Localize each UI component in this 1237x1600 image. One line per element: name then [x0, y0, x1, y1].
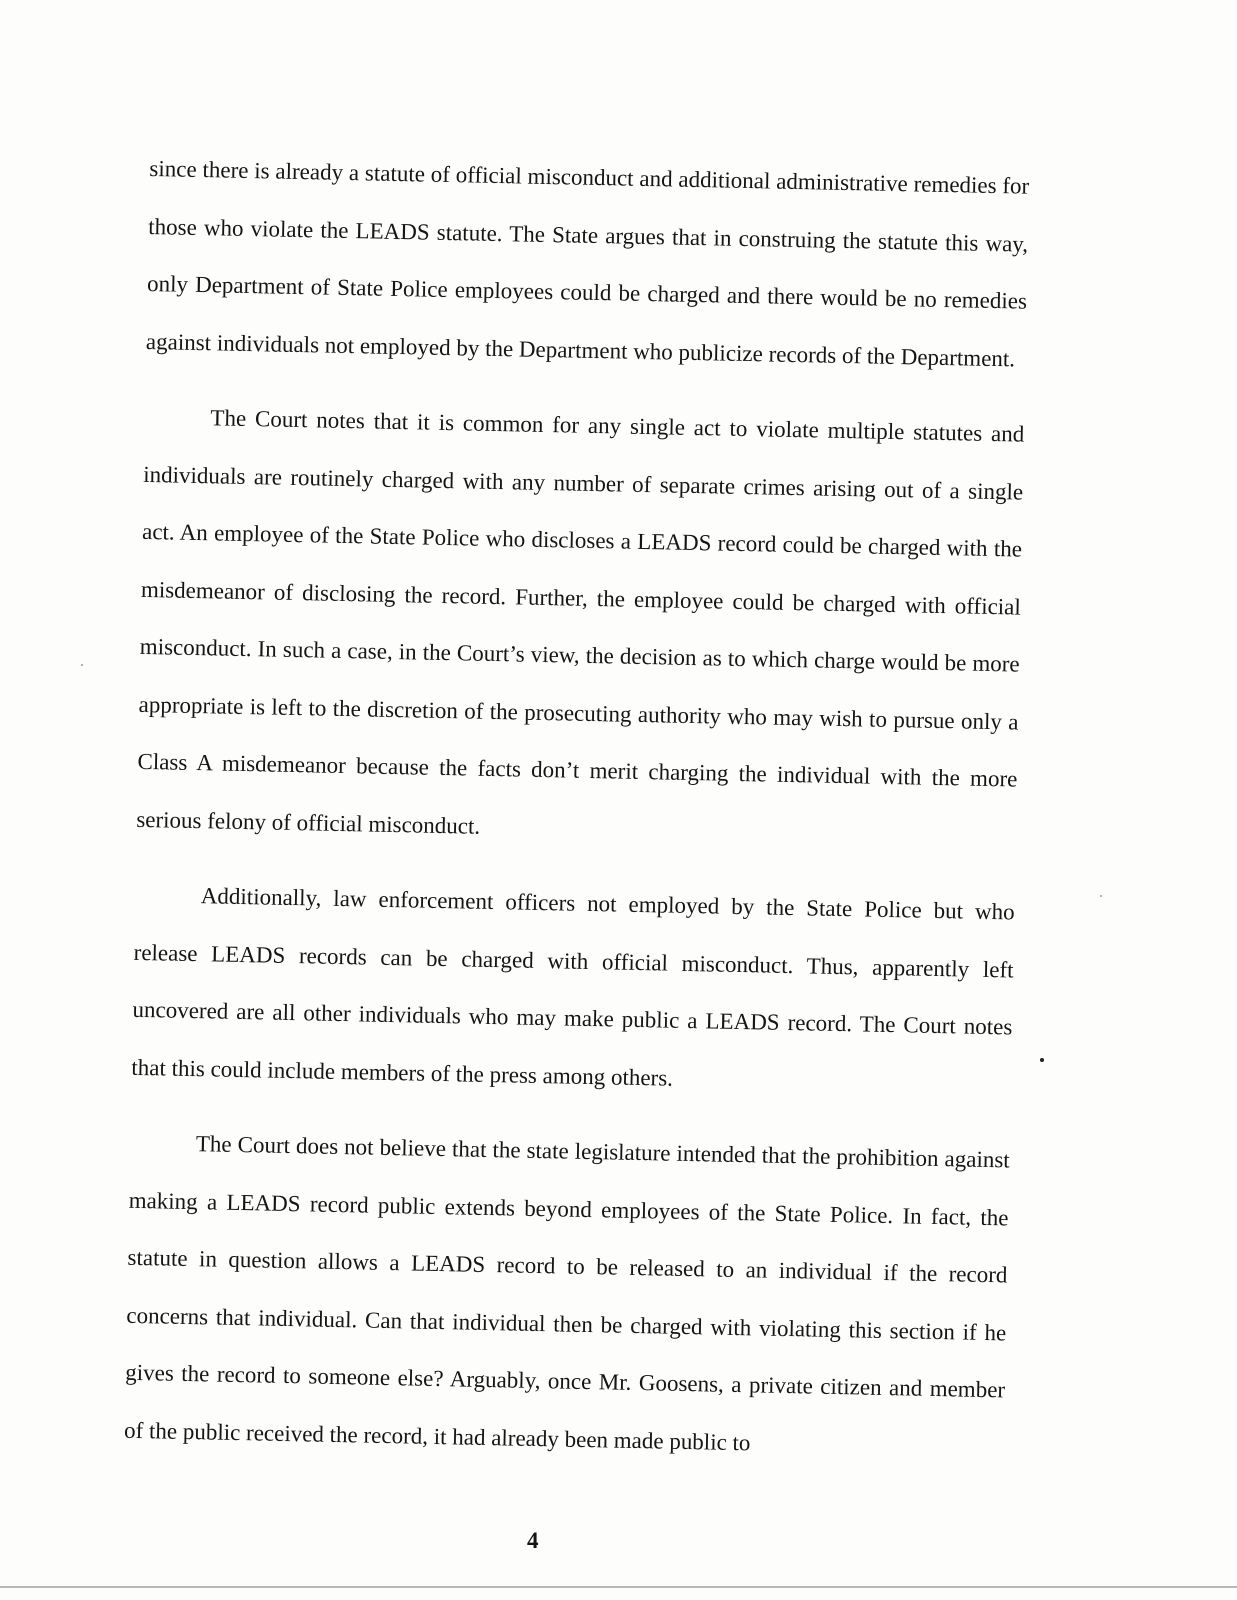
paragraph-court-notes: The Court notes that it is common for any single act to violate multiple statutes and individuals are routinely charged with any number of separate crimes arising out of a single act. An employee of the State Police who discloses a LEADS record could be charged with the misdemeanor of disclosing the record. Further, the employee could be charged with official misconduct. In such a case, in the Court’s view, the decision as to which charge would be more appropriate is left to the discretion of the prosecuting authority who may wish to pursue only a Class A misdemeanor because the facts don’t merit charging the individual with the more serious felony of official misconduct.	[136, 405, 1025, 839]
scan-speck	[1100, 895, 1102, 897]
paragraph-continued: since there is already a statute of official misconduct and additional administrative remedies for those who violate the LEADS statute. The State argues that in construing the statute this way, only Department of State Police employees could be charged and there would be no remedies against individuals not employed by the Department who publicize records of the Department.	[145, 155, 1030, 371]
paragraph-additionally: Additionally, law enforcement officers not employed by the State Police but who release LEADS records can be charged with official misconduct. Thus, apparently left uncovered are all other individuals who may make public a LEADS record. The Court notes that this could include members of the press among others.	[131, 883, 1015, 1091]
page-number: 4	[527, 1528, 539, 1553]
scan-speck	[1040, 1058, 1044, 1062]
document-body	[123, 140, 1030, 1494]
scan-speck	[81, 664, 83, 666]
scan-bottom-edge	[0, 1586, 1237, 1588]
paragraph-legislature: The Court does not believe that the state legislature intended that the prohibition against making a LEADS record public extends beyond employees of the State Police. In fact, the statute in question allows a LEADS record to be released to an individual if the record concerns that individual. Can that individual then be charged with violating this section if he gives the record to someone else? Arguably, once Mr. Goosens, a private citizen and member of the public received the record, it had already been made public to	[123, 1131, 1010, 1455]
